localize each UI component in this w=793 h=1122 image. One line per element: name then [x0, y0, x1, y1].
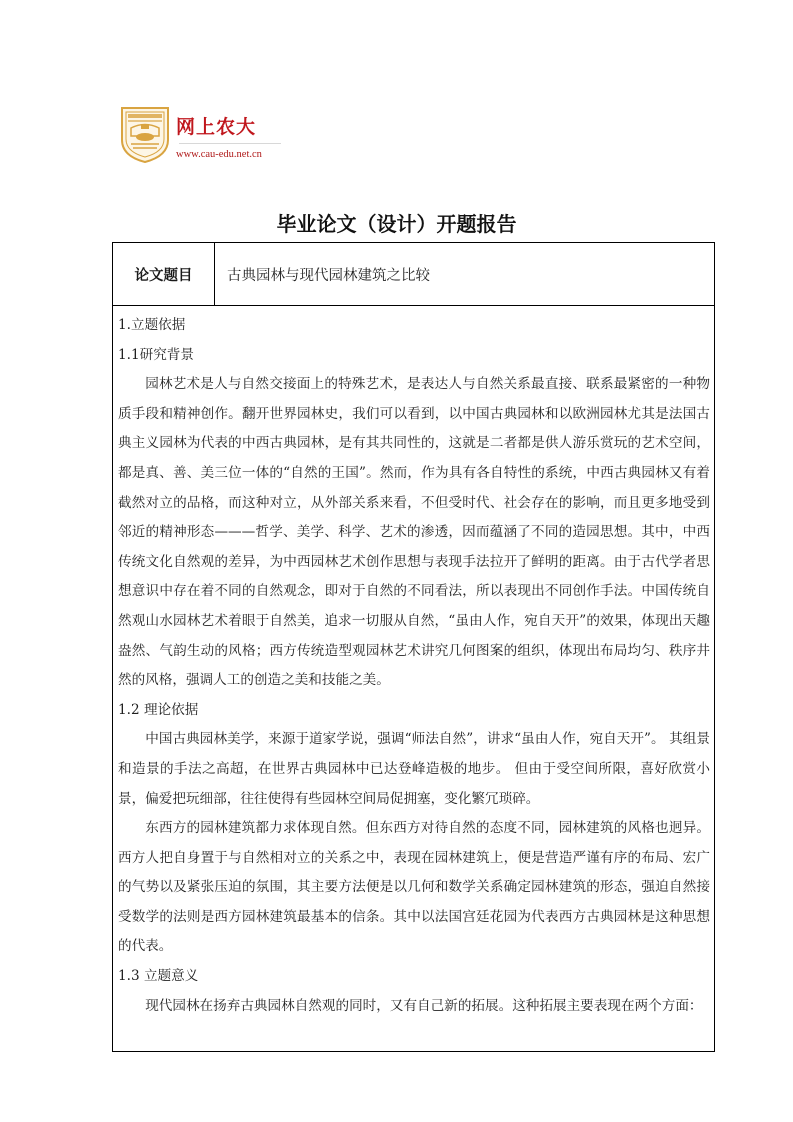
section-heading: 1.1研究背景 — [118, 346, 194, 363]
report-body — [118, 311, 710, 1021]
section-heading: 1.立题依据 — [118, 317, 186, 333]
brand-divider — [179, 143, 281, 144]
paragraph: 园林艺术是人与自然交接面上的特殊艺术，是表达人与自然关系最直接、联系最紧密的一种物质手段和精神创作。翻开世界园林史，我们可以看到，以中国古典园林和以欧洲园林尤其是法国古典主义园林为代表的中西古典园林，是有其共同性的，这就是二者都是供人游乐赏玩的艺术空间，都是真、善、美三位一体的“自然的王国”。然而，作为具有各自特性的系统，中西古典园林又有着截然对立的品格，而这种对立，从外部关系来看，不但受时代、社会存在的影响，而且更多地受到邻近的精神形态———哲学、美学、科学、艺术的渗透，因而蕴涵了不同的造园思想。其中，中西传统文化自然观的差异，为中西园林艺术创作思想与表现手法拉开了鲜明的距离。由于古代学者思想意识中存在着不同的自然观念，即对于自然的不同看法，所以表现出不同创作手法。中国传统自然观山水园林艺术着眼于自然美，追求一切服从自然，“虽由人作，宛自天开”的效果，体现出天趣盎然、气韵生动的风格；西方传统造型观园林艺术讲究几何图案的组织，体现出布局均匀、秩序井然的风格，强调人工的创造之美和技能之美。 — [118, 376, 710, 689]
paragraph: 东西方的园林建筑都力求体现自然。但东西方对待自然的态度不同，园林建筑的风格也迥异。西方人把自身置于与自然相对立的关系之中，表现在园林建筑上，便是营造严谨有序的布局、宏广的气势以及紧张压迫的氛围，其主要方法便是以几何和数学关系确定园林建筑的形态，强迫自然接受数学的法则是西方园林建筑最基本的信条。其中以法国宫廷花园为代表西方古典园林是这种思想的代表。 — [118, 820, 710, 955]
document-title: 毕业论文（设计）开题报告 — [276, 212, 517, 236]
thesis-title-value: 古典园林与现代园林建筑之比较 — [227, 267, 430, 284]
report-table — [112, 242, 715, 1052]
section-heading: 1.2 理论依据 — [118, 701, 199, 718]
section-heading: 1.3 立题意义 — [118, 968, 199, 985]
paragraph: 现代园林在扬弃古典园林自然观的同时，又有自己新的拓展。这种拓展主要表现在两个方面： — [145, 997, 703, 1014]
thesis-title-row — [113, 243, 714, 306]
paragraph: 中国古典园林美学，来源于道家学说，强调“师法自然”，讲求“虽由人作，宛自天开”。 其组景和造景的手法之高超，在世界古典园林中已达登峰造极的地步。 但由于受空间所限，喜好欣赏小景，偏爱把玩细部，往往使得有些园林空间局促拥塞，变化繁冗琐碎。 — [118, 731, 710, 807]
brand-name: 网上农大 — [176, 116, 257, 138]
thesis-title-label: 论文题目 — [113, 243, 215, 305]
university-crest-icon — [119, 104, 171, 164]
brand-url: www.cau-edu.net.cn — [176, 149, 262, 160]
